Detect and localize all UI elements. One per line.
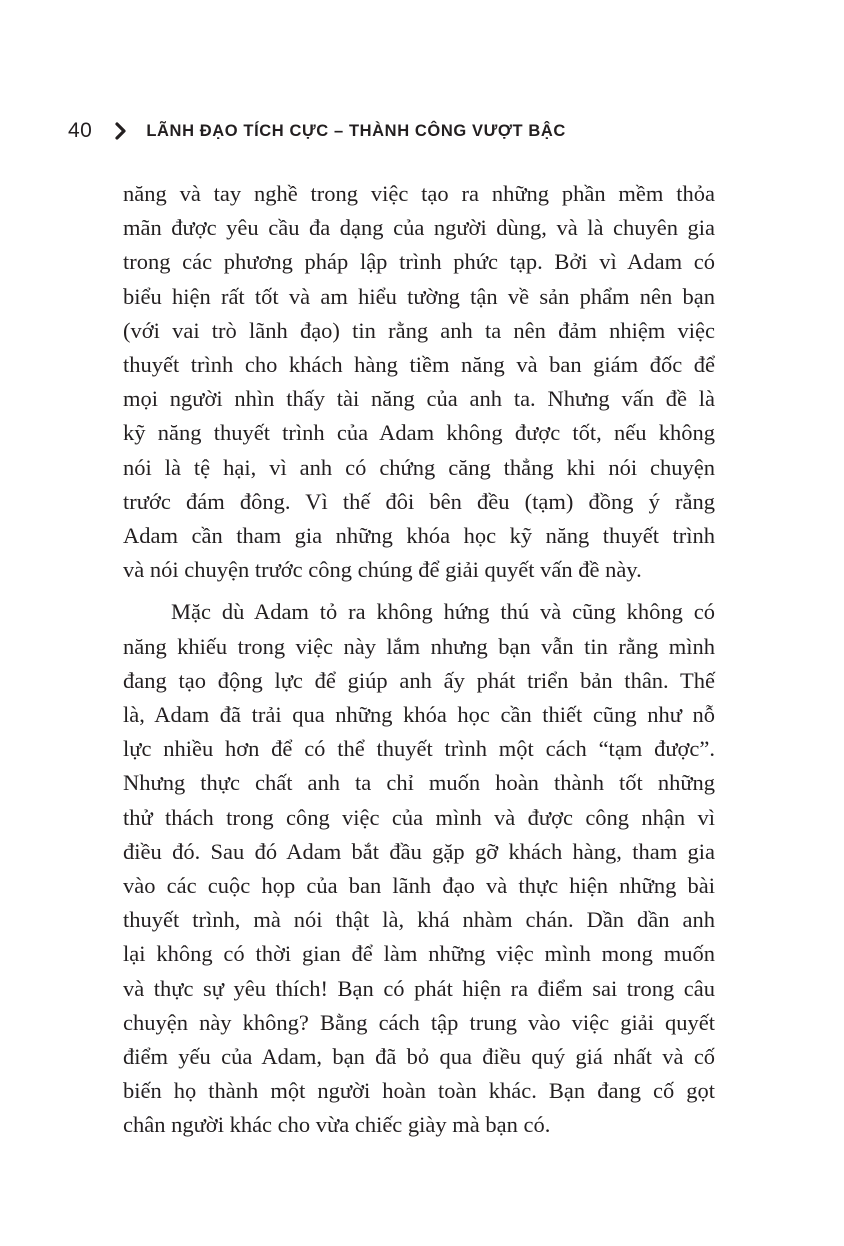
text-line: biểu hiện rất tốt và am hiểu tường tận về sản phẩm nên bạn [123,283,715,309]
text-line: năng và tay nghề trong việc tạo ra những phần mềm thỏa [123,181,715,206]
chevron-right-icon [114,121,128,141]
text-line: nói là tệ hại, vì anh có chứng căng thẳng khi nói chuyện [123,454,716,480]
text-line: lại không có thời gian để làm những việc mình mong muốn [123,941,715,967]
paragraph-2 [123,595,715,1142]
text-line: chân người khác cho vừa chiếc giày mà bạn có. [123,1112,551,1138]
text-line: trước đám đông. Vì thế đôi bên đều (tạm) đồng ý rằng [123,488,716,514]
text-line: đang tạo động lực để giúp anh ấy phát triển bản thân. Thế [123,667,715,693]
text-line: thử thách trong công việc của mình và được công nhận vì [123,804,715,830]
running-title: LÃNH ĐẠO TÍCH CỰC – THÀNH CÔNG VƯỢT BẬC [146,121,566,140]
paragraph-1 [123,177,715,587]
text-line: là, Adam đã trải qua những khóa học cần thiết cũng như nỗ [123,702,716,728]
text-line: lực nhiều hơn để có thể thuyết trình một cách “tạm được”. [123,736,716,762]
text-line: (với vai trò lãnh đạo) tin rằng anh ta nên đảm nhiệm việc [123,317,715,343]
page-number: 40 [68,119,93,142]
text-line: năng khiếu trong việc này lắm nhưng bạn vẫn tin rằng mình [123,633,715,659]
text-line: và thực sự yêu thích! Bạn có phát hiện ra điểm sai trong câu [123,975,715,1001]
body-text [123,177,715,1143]
text-line: mọi người nhìn thấy tài năng của anh ta. Nhưng vấn đề là [123,386,715,412]
text-line: biến họ thành một người hoàn toàn khác. Bạn đang cố gọt [123,1078,715,1104]
text-line: điểm yếu của Adam, bạn đã bỏ qua điều quý giá nhất và cố [123,1044,716,1070]
text-line: điều đó. Sau đó Adam bắt đầu gặp gỡ khách hàng, tham gia [123,838,716,864]
text-line: mãn được yêu cầu đa dạng của người dùng, và là chuyên gia [123,215,716,241]
text-line: vào các cuộc họp của ban lãnh đạo và thực hiện những bài [123,873,716,899]
text-line: kỹ năng thuyết trình của Adam không được tốt, nếu không [123,420,715,446]
text-line: thuyết trình, mà nói thật là, khá nhàm chán. Dần dần anh [123,907,715,933]
running-header [68,116,566,146]
text-line: chuyện này không? Bằng cách tập trung vào việc giải quyết [123,1009,716,1035]
text-line: Mặc dù Adam tỏ ra không hứng thú và cũng không có [171,599,716,625]
text-line: và nói chuyện trước công chúng để giải quyết vấn đề này. [123,557,642,583]
text-line: trong các phương pháp lập trình phức tạp. Bởi vì Adam có [123,249,716,275]
text-line: thuyết trình cho khách hàng tiềm năng và ban giám đốc để [123,352,715,378]
text-line: Nhưng thực chất anh ta chỉ muốn hoàn thành tốt những [123,770,716,796]
text-line: Adam cần tham gia những khóa học kỹ năng thuyết trình [123,523,716,549]
